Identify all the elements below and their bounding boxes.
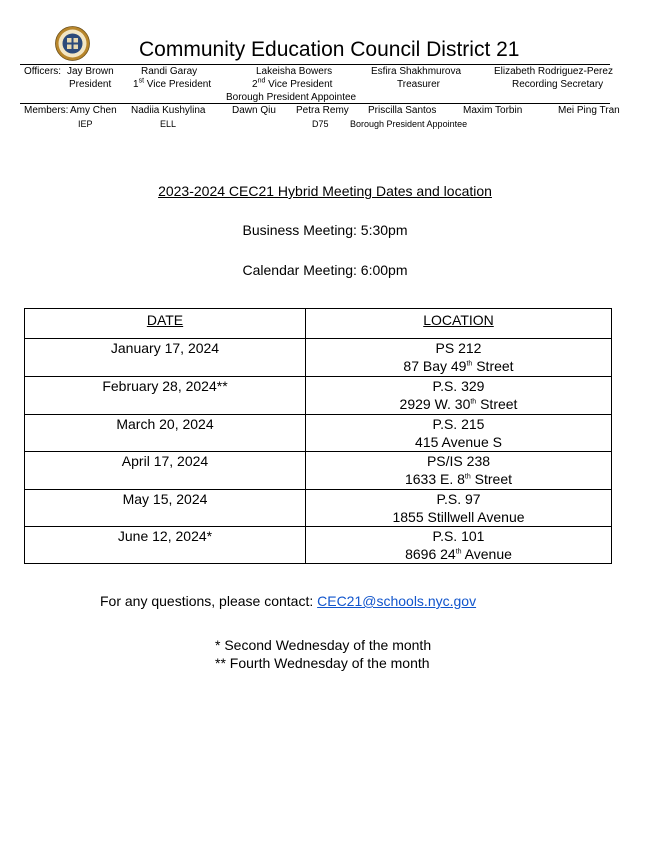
business-meeting-time: Business Meeting: 5:30pm — [242, 222, 408, 238]
officer-note: Borough President Appointee — [226, 92, 357, 103]
meeting-address: 1633 E. 8th Street — [404, 471, 513, 487]
meeting-school: P.S. 101 — [432, 528, 485, 544]
member-role: IEP — [78, 119, 93, 129]
officer-name: Esfira Shakhmurova — [371, 66, 462, 77]
meeting-school: P.S. 97 — [436, 491, 481, 507]
member-role: Borough President Appointee — [350, 119, 468, 129]
meeting-address: 87 Bay 49th Street — [403, 358, 514, 374]
member-name: Petra Remy — [296, 105, 349, 116]
meeting-date: May 15, 2024 — [122, 491, 208, 507]
member-name: Priscilla Santos — [368, 105, 437, 116]
calendar-meeting-time: Calendar Meeting: 6:00pm — [242, 262, 408, 278]
contact-email-link[interactable]: CEC21@schools.nyc.gov — [317, 593, 477, 609]
member-name: Amy Chen — [70, 105, 117, 116]
footnote-single-star: * Second Wednesday of the month — [215, 637, 432, 653]
column-header-location: LOCATION — [423, 312, 494, 328]
officer-role: 2nd Vice President — [252, 77, 333, 90]
member-role: ELL — [160, 119, 177, 129]
members-label: Members: — [24, 105, 69, 116]
member-name: Dawn Qiu — [232, 105, 276, 116]
title-divider — [20, 64, 610, 65]
officer-name: Jay Brown — [67, 66, 114, 77]
officer-role: President — [69, 79, 112, 90]
meeting-date: April 17, 2024 — [121, 453, 209, 469]
officer-name: Lakeisha Bowers — [256, 66, 333, 77]
meeting-address: 415 Avenue S — [415, 434, 502, 450]
officer-name: Randi Garay — [141, 66, 198, 77]
page-title: Community Education Council District 21 — [139, 38, 520, 61]
meeting-address: 1855 Stillwell Avenue — [392, 509, 525, 525]
meeting-school: PS/IS 238 — [426, 453, 491, 469]
officer-role: 1st Vice President — [133, 77, 212, 90]
contact-line: For any questions, please contact: CEC21@schools.nyc.gov — [100, 593, 477, 609]
officer-name: Elizabeth Rodriguez-Perez — [494, 66, 613, 77]
meeting-table — [24, 308, 612, 564]
meeting-school: P.S. 329 — [432, 378, 485, 394]
officer-role: Recording Secretary — [512, 79, 604, 90]
schedule-title: 2023-2024 CEC21 Hybrid Meeting Dates and location — [158, 183, 492, 199]
meeting-school: P.S. 215 — [432, 416, 485, 432]
member-name: Maxim Torbin — [463, 105, 523, 116]
officers-divider — [20, 103, 610, 104]
meeting-school: PS 212 — [435, 340, 482, 356]
officers-label: Officers: — [24, 66, 62, 77]
member-name: Mei Ping Tran — [558, 105, 620, 116]
nyc-seal-icon — [55, 26, 90, 61]
officer-role: Treasurer — [397, 79, 440, 90]
column-header-date: DATE — [146, 312, 184, 328]
footnote-double-star: ** Fourth Wednesday of the month — [215, 655, 430, 671]
member-role: D75 — [312, 119, 329, 129]
meeting-date: June 12, 2024* — [117, 528, 213, 544]
member-name: Nadiia Kushylina — [131, 105, 206, 116]
meeting-date: February 28, 2024** — [102, 378, 228, 394]
meeting-address: 8696 24th Avenue — [405, 546, 512, 562]
meeting-date: March 20, 2024 — [116, 416, 214, 432]
meeting-date: January 17, 2024 — [110, 340, 220, 356]
meeting-address: 2929 W. 30th Street — [399, 396, 518, 412]
